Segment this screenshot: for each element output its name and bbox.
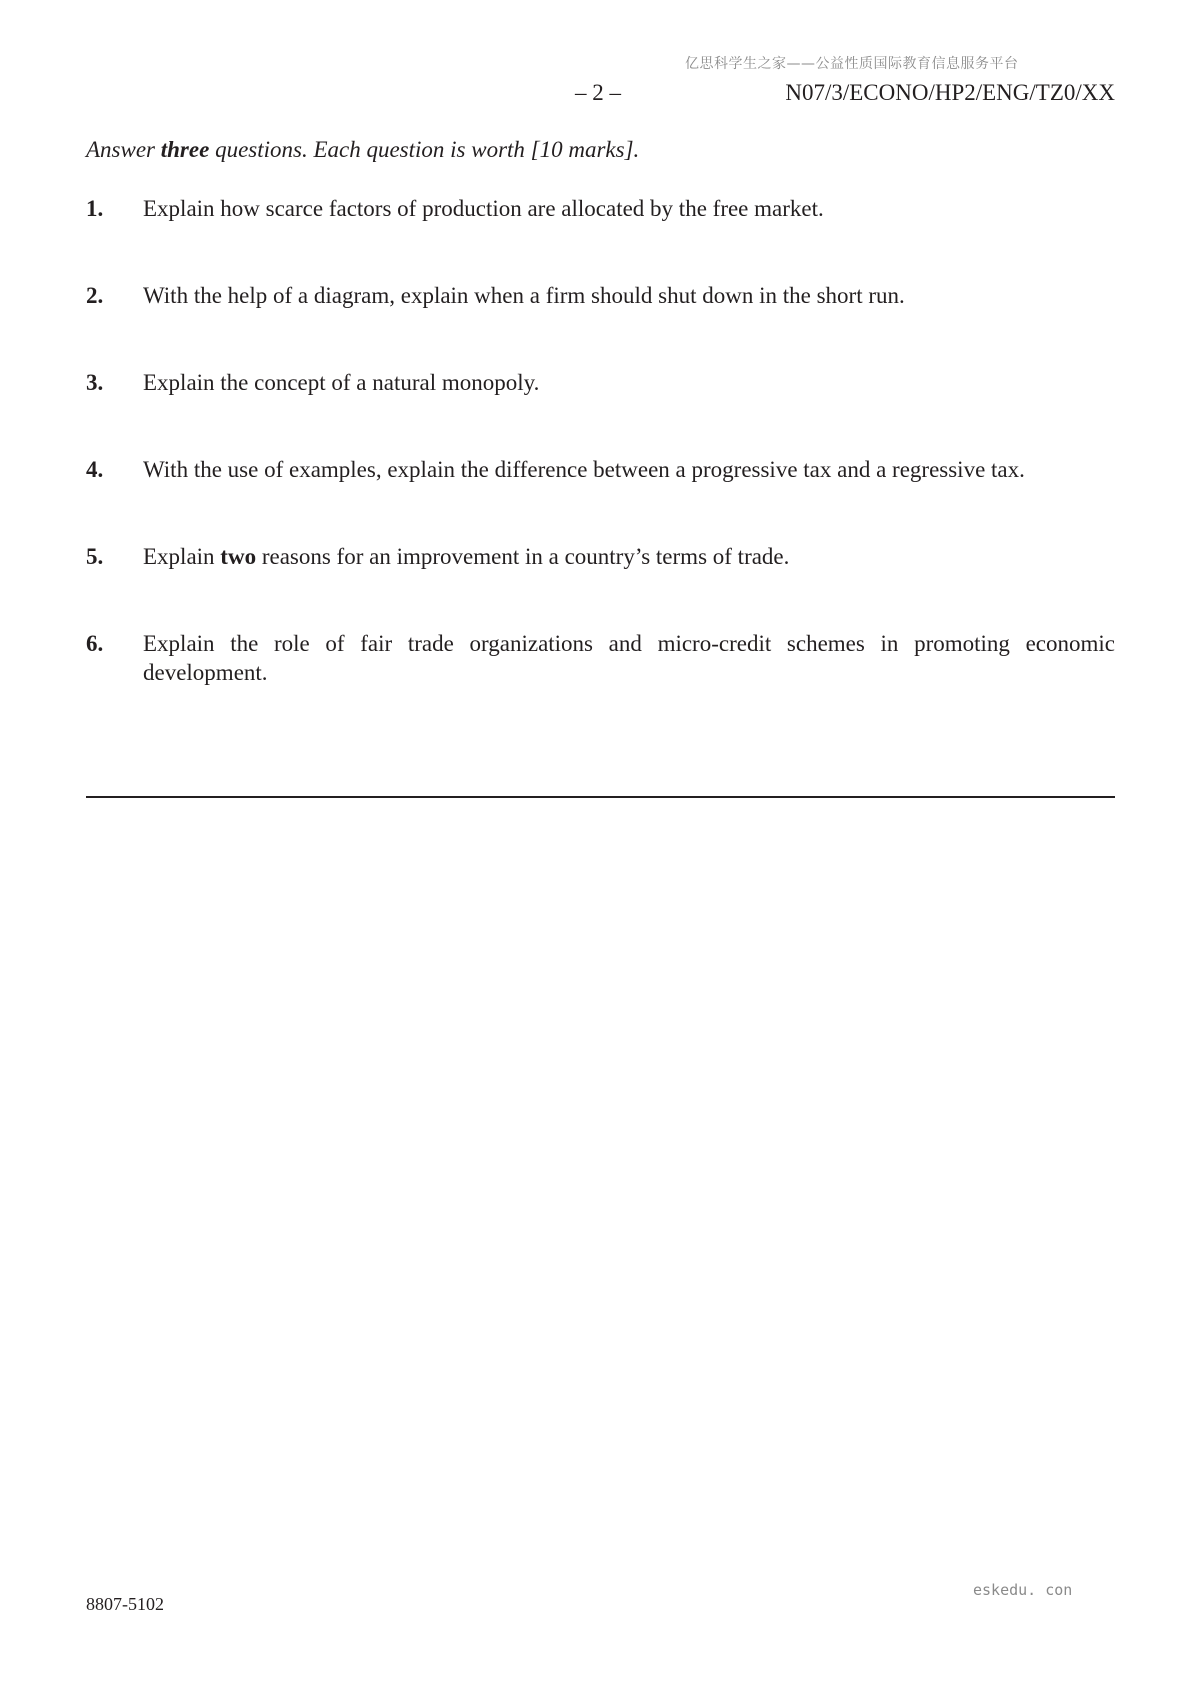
instructions-emphasis: three bbox=[160, 137, 210, 162]
end-rule bbox=[86, 796, 1115, 798]
page-number: – 2 – bbox=[575, 80, 621, 105]
question-number: 3. bbox=[86, 370, 104, 395]
question-4 bbox=[86, 455, 1115, 484]
instructions bbox=[86, 137, 639, 163]
question-text: Explain the concept of a natural monopoly. bbox=[143, 370, 540, 395]
question-number: 1. bbox=[86, 196, 104, 221]
question-text bbox=[143, 542, 1115, 571]
paper-code: N07/3/ECONO/HP2/ENG/TZ0/XX bbox=[785, 80, 1115, 105]
question-text-emphasis: two bbox=[220, 544, 257, 569]
header-watermark: 亿思科学生之家——公益性质国际教育信息服务平台 bbox=[685, 56, 1019, 72]
question-text: Explain the role of fair trade organizations and micro-credit schemes in promoting economic development. bbox=[143, 631, 1115, 685]
instructions-prefix: Answer bbox=[86, 137, 161, 162]
question-5 bbox=[86, 542, 1115, 571]
question-text: With the help of a diagram, explain when a firm should shut down in the short run. bbox=[143, 283, 905, 308]
question-2 bbox=[86, 281, 1115, 310]
question-6 bbox=[86, 629, 1115, 687]
question-1 bbox=[86, 194, 1115, 223]
footer-code: 8807-5102 bbox=[86, 1594, 164, 1614]
question-text: With the use of examples, explain the difference between a progressive tax and a regressive tax. bbox=[143, 457, 1025, 482]
footer-watermark: eskedu. con bbox=[973, 1581, 1073, 1599]
question-text: Explain how scarce factors of production are allocated by the free market. bbox=[143, 196, 824, 221]
question-number: 2. bbox=[86, 283, 104, 308]
question-number: 4. bbox=[86, 457, 104, 482]
instructions-suffix: questions. Each question is worth [10 marks]. bbox=[209, 137, 640, 162]
question-number: 6. bbox=[86, 631, 104, 656]
question-number: 5. bbox=[86, 544, 104, 569]
question-text-after: reasons for an improvement in a country’s terms of trade. bbox=[256, 544, 790, 569]
question-3 bbox=[86, 368, 1115, 397]
question-text-before: Explain bbox=[143, 544, 221, 569]
